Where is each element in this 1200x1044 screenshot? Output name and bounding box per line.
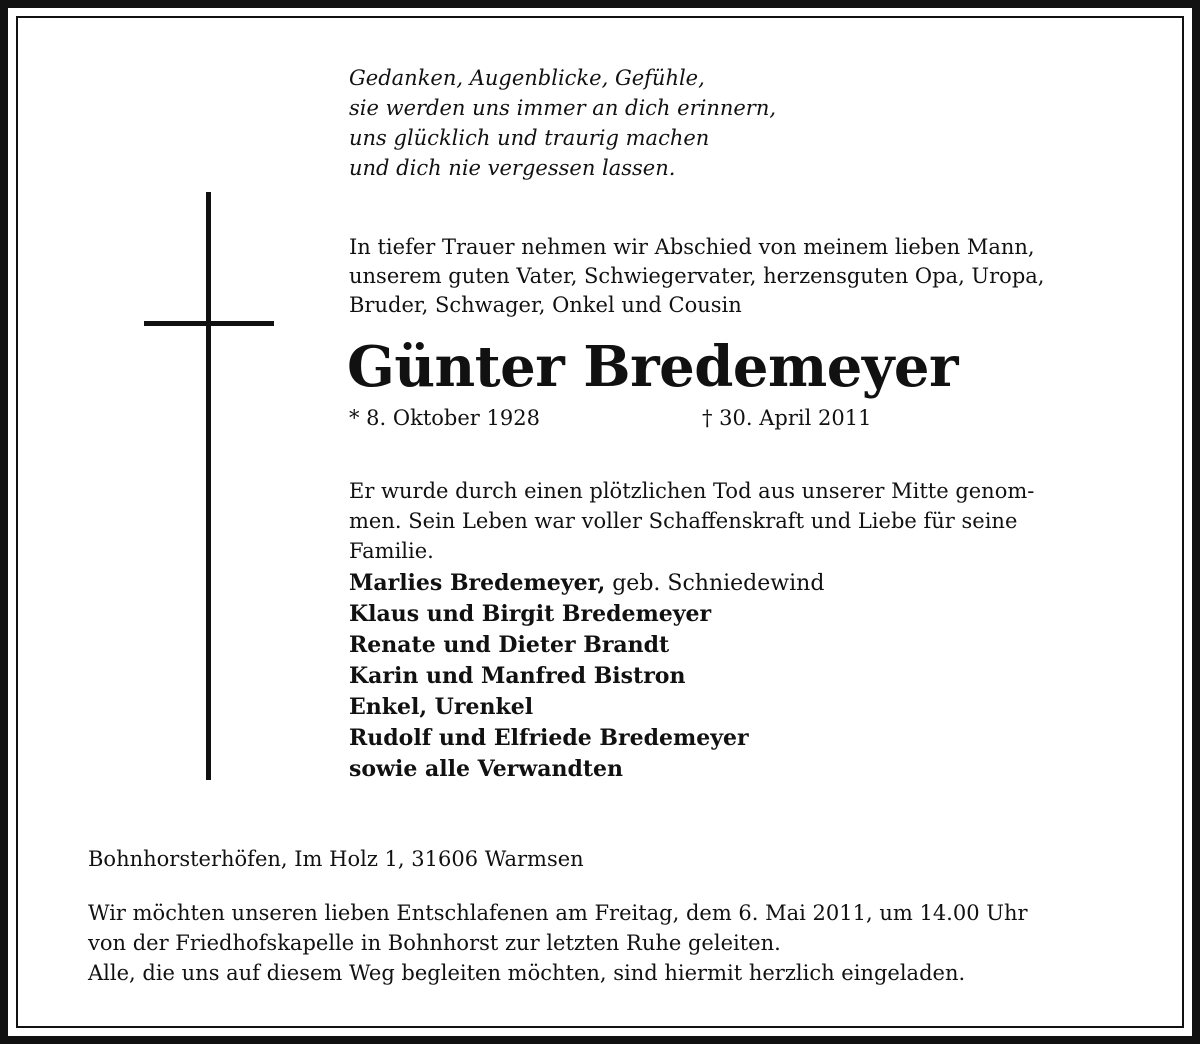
verse-line: Gedanken, Augenblicke, Gefühle, (349, 66, 705, 90)
mourner-entry: Renate und Dieter Brandt (349, 632, 670, 658)
mourner-entry: sowie alle Verwandten (349, 756, 624, 782)
mourner-entry: Rudolf und Elfriede Bredemeyer (349, 725, 749, 751)
verse-line: sie werden uns immer an dich erinnern, (349, 96, 777, 120)
funeral-line: Alle, die uns auf diesem Weg begleiten möchten, sind hiermit herzlich eingeladen. (88, 961, 966, 985)
mourner-name: Marlies Bredemeyer, (349, 570, 606, 596)
verse-line: uns glücklich und traurig machen (349, 126, 710, 150)
intro-line: Bruder, Schwager, Onkel und Cousin (349, 293, 742, 317)
funeral-notice (88, 898, 1028, 988)
deceased-name: Günter Bredemeyer (347, 334, 959, 400)
mourner-entry: Klaus und Birgit Bredemeyer (349, 601, 712, 627)
statement-line: men. Sein Leben war voller Schaffenskraft und Liebe für seine (349, 509, 1018, 533)
statement-line: Er wurde durch einen plötzlichen Tod aus unserer Mitte genom- (349, 479, 1035, 503)
mourner-entry: Karin und Manfred Bistron (349, 663, 686, 689)
mourner-entry: Enkel, Urenkel (349, 694, 534, 720)
mourners-list (349, 568, 824, 785)
intro-text (349, 233, 1044, 320)
statement-line: Familie. (349, 539, 434, 563)
maiden-name-note: geb. Schniedewind (605, 571, 825, 596)
verse-line: und dich nie vergessen lassen. (349, 156, 676, 180)
mourner-entry (349, 568, 824, 599)
intro-line: unserem guten Vater, Schwiegervater, herzensguten Opa, Uropa, (349, 264, 1045, 288)
statement-text (349, 476, 1034, 566)
family-address: Bohnhorsterhöfen, Im Holz 1, 31606 Warmsen (88, 847, 584, 871)
death-date: † 30. April 2011 (702, 406, 872, 430)
funeral-line: Wir möchten unseren lieben Entschlafenen am Freitag, dem 6. Mai 2011, um 14.00 Uhr (88, 901, 1028, 925)
funeral-line: von der Friedhofskapelle in Bohnhorst zur letzten Ruhe geleiten. (88, 931, 781, 955)
cross-vertical-bar (206, 192, 211, 780)
intro-line: In tiefer Trauer nehmen wir Abschied von meinem lieben Mann, (349, 235, 1035, 259)
cross-horizontal-bar (144, 321, 274, 326)
memorial-verse (349, 63, 776, 183)
birth-date: * 8. Oktober 1928 (349, 406, 540, 430)
